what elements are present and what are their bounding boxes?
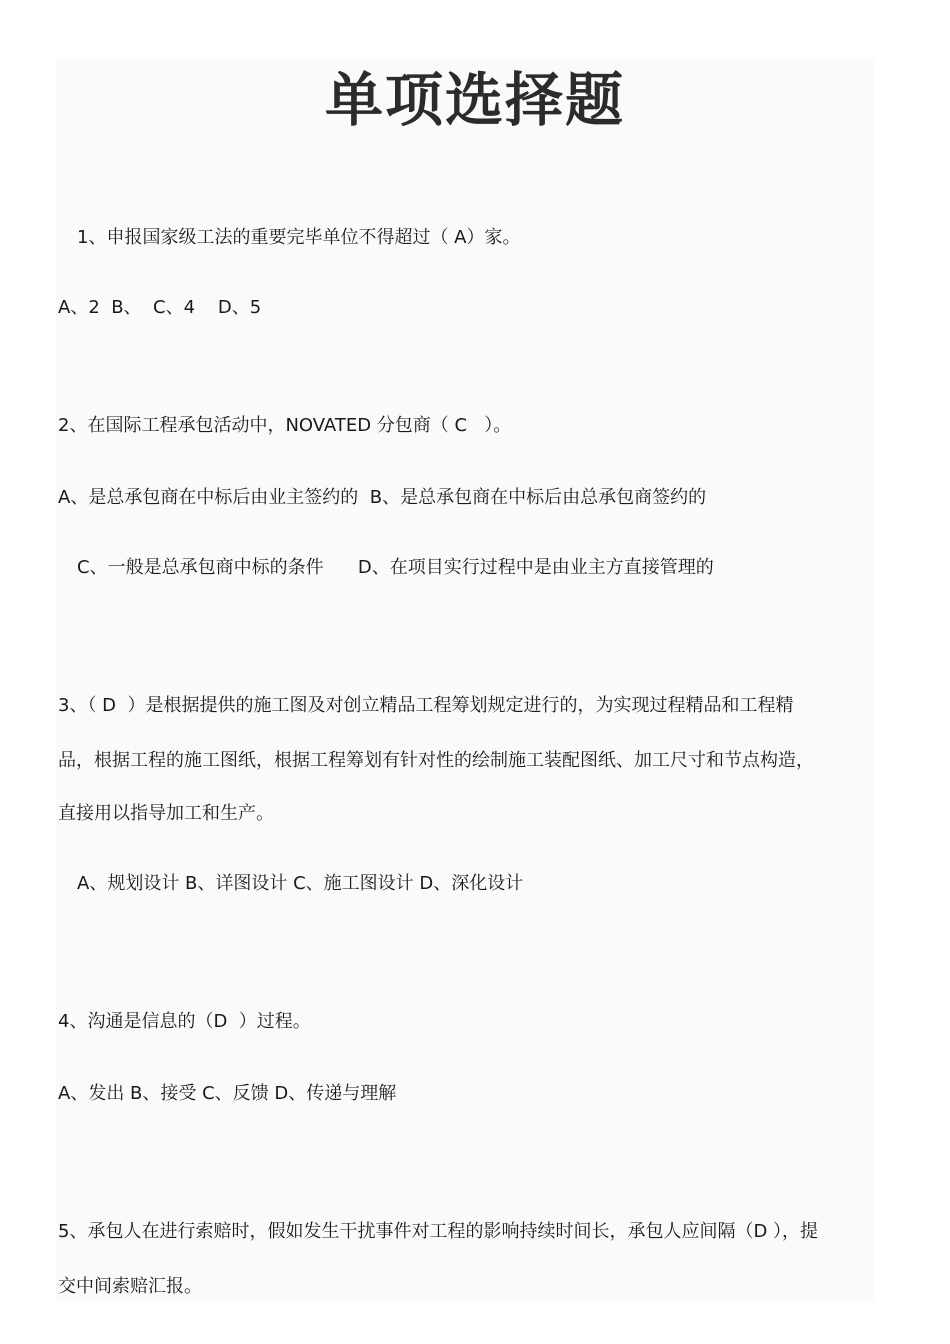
question-4-options: A、发出 B、接受 C、反馈 D、传递与理解 <box>58 1083 397 1104</box>
question-1-stem: 1、申报国家级工法的重要完毕单位不得超过（ A）家。 <box>77 227 521 248</box>
question-5-stem-line-1: 5、承包人在进行索赔时，假如发生干扰事件对工程的影响持续时间长，承包人应间隔（D ），提 <box>58 1221 819 1242</box>
question-2-options-line-2: C、一般是总承包商中标的条件 D、在项目实行过程中是由业主方直接管理的 <box>77 557 714 578</box>
question-4-stem: 4、沟通是信息的（D ）过程。 <box>58 1011 311 1032</box>
question-3-stem-line-3: 直接用以指导加工和生产。 <box>58 803 274 824</box>
question-2-options-line-1: A、是总承包商在中标后由业主签约的 B、是总承包商在中标后由总承包商签约的 <box>58 487 707 508</box>
question-1-options: A、2 B、 C、4 D、5 <box>58 297 262 318</box>
question-3-stem-line-2: 品，根据工程的施工图纸，根据工程筹划有针对性的绘制施工装配图纸、加工尺寸和节点构造， <box>58 750 814 771</box>
question-3-stem-line-1: 3、（ D ）是根据提供的施工图及对创立精品工程筹划规定进行的，为实现过程精品和工程精 <box>58 695 794 716</box>
question-3-options: A、规划设计 B、详图设计 C、施工图设计 D、深化设计 <box>77 873 524 894</box>
page-title: 单项选择题 <box>324 66 625 134</box>
question-5-stem-line-2: 交中间索赔汇报。 <box>58 1276 202 1297</box>
question-2-stem: 2、在国际工程承包活动中，NOVATED 分包商（ C ）。 <box>58 415 512 436</box>
